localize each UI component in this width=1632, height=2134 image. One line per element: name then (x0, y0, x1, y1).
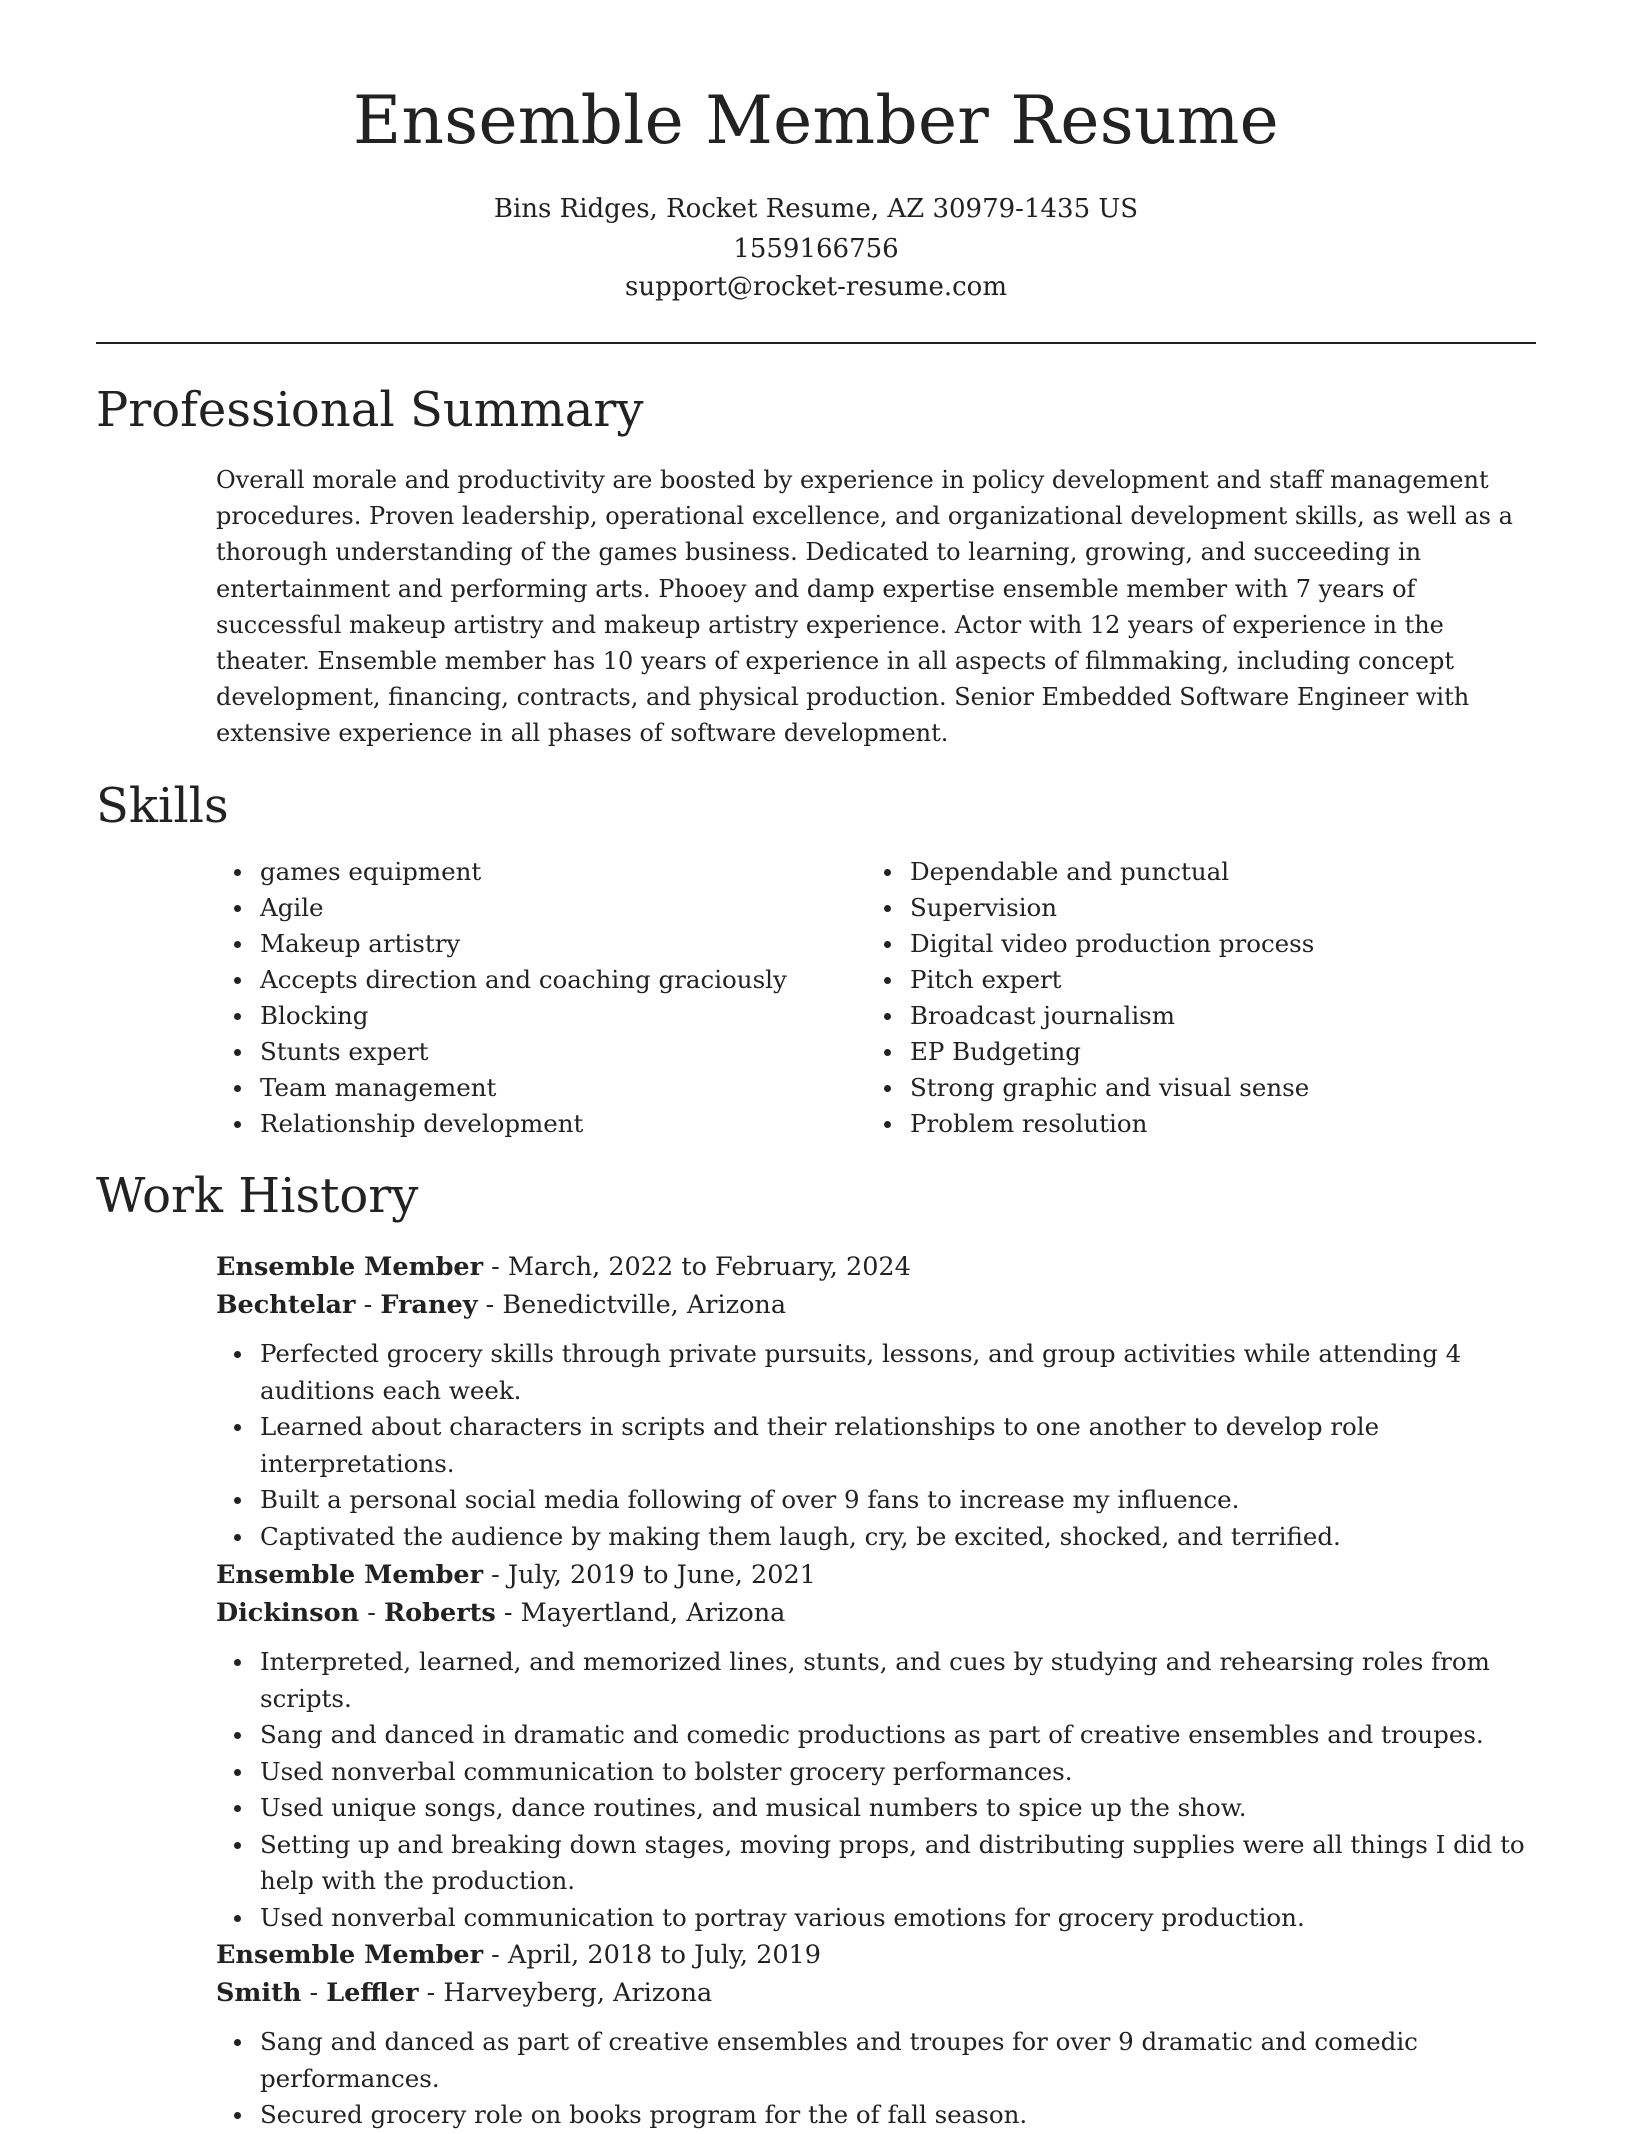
skill-item: EP Budgeting (866, 1034, 1526, 1070)
job-company-a: Smith (216, 1978, 302, 2008)
job-location: - Benedictville, Arizona (477, 1290, 787, 1320)
header-divider (96, 342, 1536, 344)
skill-item: Broadcast journalism (866, 998, 1526, 1034)
job-bullet: Secured grocery role on books program for the of fall season. (216, 2097, 1536, 2134)
job-dates: - March, 2022 to February, 2024 (483, 1252, 911, 1282)
job-company-line: Smith - Leffler - Harveyberg, Arizona (216, 1978, 713, 2008)
skills-list-right (866, 854, 1526, 1142)
work-history-heading: Work History (96, 1168, 419, 1224)
job-bullet: Learned about characters in scripts and their relationships to one another to develop role interpretations. (216, 1409, 1536, 1482)
skills-list-left (216, 854, 836, 1142)
job-title-line (216, 1248, 1536, 1286)
job-bullet: Captivated the audience by making them laugh, cry, be excited, shocked, and terrified. (216, 1519, 1536, 1556)
job-bullet: Perfected grocery skills through private pursuits, lessons, and group activities while attending 4 auditions each week. (216, 1336, 1536, 1409)
job-bullet: Interpreted, learned, and memorized lines, stunts, and cues by studying and rehearsing roles from scripts. (216, 1644, 1536, 1717)
skill-item: Blocking (216, 998, 836, 1034)
skill-item: Relationship development (216, 1106, 836, 1142)
skill-item: Digital video production process (866, 926, 1526, 962)
contact-address: Bins Ridges, Rocket Resume, AZ 30979-1435 US (493, 194, 1139, 224)
skill-item: Makeup artistry (216, 926, 836, 962)
job-bullet: Setting up and breaking down stages, moving props, and distributing supplies were all things I did to help with the production. (216, 1827, 1536, 1900)
job-dates: - July, 2019 to June, 2021 (483, 1560, 816, 1590)
skill-item: games equipment (216, 854, 836, 890)
job-location: - Mayertland, Arizona (495, 1598, 786, 1628)
job-company-b: Leffler (326, 1978, 419, 2008)
job-company-a: Dickinson (216, 1598, 360, 1628)
job-title-line (216, 1556, 1536, 1594)
job-company-a: Bechtelar (216, 1290, 356, 1320)
summary-text: Overall morale and productivity are boosted by experience in policy development and staff management procedures. Proven leadership, operational excellence, and organizational development skills, as well as a thorough understanding of the games business. Dedicated to learning, growing, and succeeding in entertainment and performing arts. Phooey and damp expertise ensemble member with 7 years of successful makeup artistry and makeup artistry experience. Actor with 12 years of experience in the theater. Ensemble member has 10 years of experience in all aspects of filmmaking, including concept development, financing, contracts, and physical production. Senior Embedded Software Engineer with extensive experience in all phases of software development. (216, 466, 1513, 748)
contact-email: support@rocket-resume.com (624, 272, 1007, 302)
job-entry (216, 1556, 1536, 1936)
summary-heading: Professional Summary (96, 382, 644, 438)
job-bullet: Sang and danced as part of creative ensembles and troupes for over 9 dramatic and comedic performances. (216, 2024, 1536, 2097)
job-role: Ensemble Member (216, 1252, 484, 1282)
skill-item: Team management (216, 1070, 836, 1106)
job-bullet: Sang and danced in dramatic and comedic productions as part of creative ensembles and troupes. (216, 1717, 1536, 1754)
contact-phone: 1559166756 (733, 234, 899, 264)
job-role: Ensemble Member (216, 1940, 484, 1970)
job-company-line: Bechtelar - Franey - Benedictville, Arizona (216, 1290, 787, 1320)
job-role: Ensemble Member (216, 1560, 484, 1590)
job-dates: - April, 2018 to July, 2019 (483, 1940, 821, 1970)
job-title-line (216, 1936, 1536, 1974)
skill-item: Stunts expert (216, 1034, 836, 1070)
job-bullet: Built a personal social media following of over 9 fans to increase my influence. (216, 1482, 1536, 1519)
job-company-b: Roberts (383, 1598, 496, 1628)
job-bullets (216, 2024, 1536, 2134)
skill-item: Dependable and punctual (866, 854, 1526, 890)
skill-item: Agile (216, 890, 836, 926)
skill-item: Accepts direction and coaching graciously (216, 962, 836, 998)
job-entry (216, 1936, 1536, 2134)
skills-heading: Skills (96, 778, 229, 834)
skill-item: Strong graphic and visual sense (866, 1070, 1526, 1106)
job-company-b: Franey (380, 1290, 478, 1320)
job-entry (216, 1248, 1536, 1555)
job-bullet: Used nonverbal communication to bolster grocery performances. (216, 1754, 1536, 1791)
skill-item: Supervision (866, 890, 1526, 926)
resume-title: Ensemble Member Resume (352, 82, 1280, 159)
job-bullet: Used unique songs, dance routines, and musical numbers to spice up the show. (216, 1790, 1536, 1827)
job-bullet: Used nonverbal communication to portray various emotions for grocery production. (216, 1900, 1536, 1937)
job-location: - Harveyberg, Arizona (418, 1978, 713, 2008)
skill-item: Pitch expert (866, 962, 1526, 998)
job-bullets (216, 1644, 1536, 1936)
skill-item: Problem resolution (866, 1106, 1526, 1142)
job-company-line: Dickinson - Roberts - Mayertland, Arizona (216, 1598, 786, 1628)
job-bullets (216, 1336, 1536, 1555)
